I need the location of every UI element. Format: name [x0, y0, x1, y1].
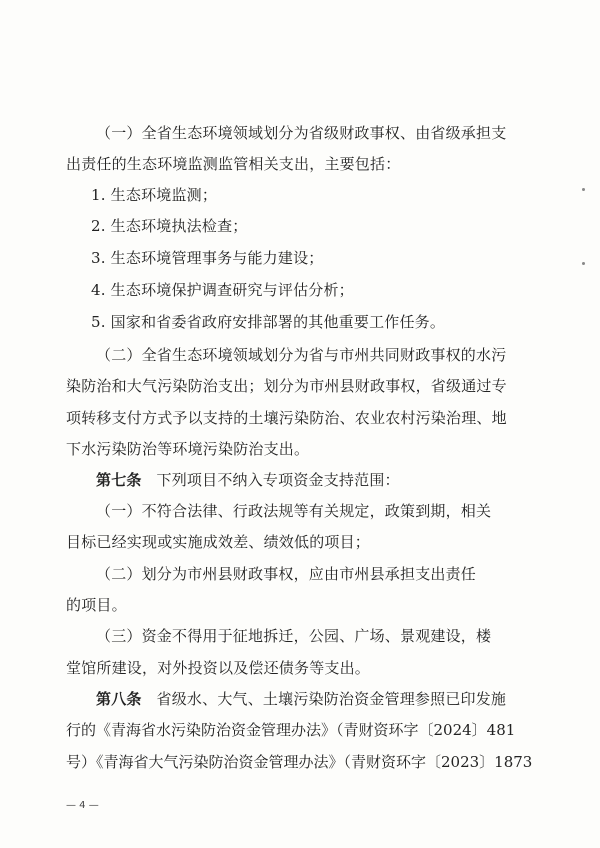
article-eight-label: 第八条: [96, 690, 142, 708]
list-item: 1. 生态环境监测；: [91, 186, 218, 204]
paragraph-line: 号）《青海省大气污染防治资金管理办法》（青财资环字〔2023〕1873: [66, 753, 533, 771]
article-eight-text: 省级水、大气、土壤污染防治资金管理参照已印发施: [156, 690, 507, 708]
paragraph-line: 的项目。: [66, 596, 127, 614]
paragraph-line: 堂馆所建设，对外投资以及偿还债务等支出。: [66, 659, 371, 677]
paragraph-line: 目标已经实现或实施成效差、绩效低的项目；: [66, 533, 371, 551]
scan-speck: [582, 262, 585, 265]
list-item: 5. 国家和省委省政府安排部署的其他重要工作任务。: [91, 313, 446, 331]
paragraph-line: （二）划分为市州县财政事权，应由市州县承担支出责任: [96, 565, 477, 583]
paragraph-line: （一）全省生态环境领域划分为省级财政事权、由省级承担支: [96, 124, 507, 142]
article-seven-gap: [142, 471, 157, 489]
paragraph-line: （三）资金不得用于征地拆迁，公园、广场、景观建设，楼: [96, 627, 492, 645]
paragraph-line: 下水污染防治等环境污染防治支出。: [66, 440, 310, 458]
paragraph-line: （一）不符合法律、行政法规等有关规定，政策到期，相关: [96, 502, 492, 520]
paragraph-line: 项转移支付方式予以支持的土壤污染防治、农业农村污染治理、地: [66, 409, 507, 427]
article-eight-gap: [142, 690, 157, 708]
article-seven-label: 第七条: [96, 471, 142, 489]
page-number: — 4 —: [66, 800, 99, 811]
paragraph-line: 行的《青海省水污染防治资金管理办法》（青财资环字〔2024〕481: [66, 721, 516, 739]
list-item: 2. 生态环境执法检查；: [91, 217, 248, 235]
article-eight: [96, 689, 506, 709]
list-item: 4. 生态环境保护调查研究与评估分析；: [91, 281, 354, 299]
paragraph-line: 染防治和大气污染防治支出；划分为市州县财政事权，省级通过专: [66, 377, 507, 395]
list-item: 3. 生态环境管理事务与能力建设；: [91, 249, 324, 267]
paragraph-line: 出责任的生态环境监测监管相关支出，主要包括：: [66, 155, 401, 173]
paragraph-line: （二）全省生态环境领域划分为省与市州共同财政事权的水污: [96, 346, 507, 364]
article-seven: [96, 470, 400, 490]
article-seven-text: 下列项目不纳入专项资金支持范围：: [156, 471, 400, 489]
scan-speck: [582, 188, 585, 191]
